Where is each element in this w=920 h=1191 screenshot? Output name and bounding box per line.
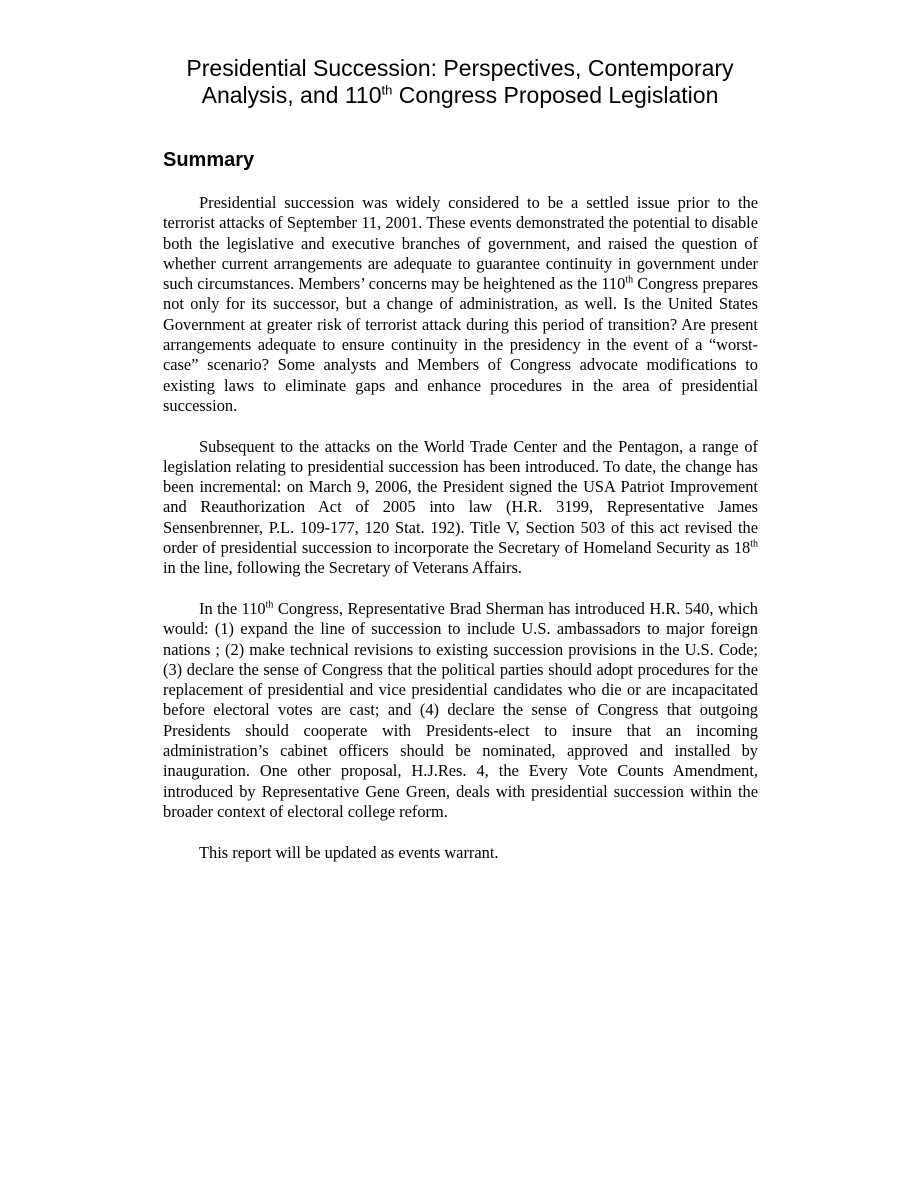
report-title (130, 55, 790, 109)
summary-body (163, 193, 758, 883)
paragraph-2 (163, 437, 758, 579)
ordinal-suffix: th (625, 274, 634, 286)
paragraph-3 (163, 599, 758, 822)
report-title-line2 (202, 82, 719, 108)
ordinal-suffix: th (750, 538, 758, 550)
paragraph-1-text-b: Congress prepares not only for its successor, but a change of administration, as well. Is the United States Government at greater risk of terrorist attack during this period of transition? Are present arrangements adequate to ensure continuity in the presidency in the event of a “worst-case” scenario? Some analysts and Members of Congress advocate modifications to existing laws to eliminate gaps and enhance procedures in the area of presidential succession. (163, 274, 758, 415)
report-title-line2-start: Analysis, and 110 (201, 82, 382, 108)
ordinal-suffix: th (265, 599, 274, 611)
report-title-line1: Presidential Succession: Perspectives, Contemporary (186, 55, 734, 81)
paragraph-3-text-a: In the 110 (199, 598, 266, 618)
section-heading-summary: Summary (163, 149, 255, 171)
ordinal-suffix: th (381, 82, 393, 98)
report-title-line2-end: Congress Proposed Legislation (392, 82, 719, 108)
paragraph-3-text-b: Congress, Representative Brad Sherman has introduced H.R. 540, which would: (1) expand the line of succession to include U.S. ambassadors to major foreign nations ; (2) make technical revisions to existing succession provisions in the U.S. Code; (3) declare the sense of Congress that the political parties should adopt procedures for the replacement of presidential and vice presidential candidates who die or are incapacitated before electoral votes are cast; and (4) declare the sense of Congress that outgoing Presidents should cooperate with Presidents-elect to insure that an incoming administration’s cabinet officers should be nominated, approved and installed by inauguration. One other proposal, H.J.Res. 4, the Every Vote Counts Amendment, introduced by Representative Gene Green, deals with presidential succession within the broader context of electoral college reform. (163, 598, 758, 821)
paragraph-1-text-a: Presidential succession was widely considered to be a settled issue prior to the terrorist attacks of September 11, 2001. These events demonstrated the potential to disable both the legislative and executive branches of government, and raised the question of whether current arrangements are adequate to guarantee continuity in government under such circumstances. Members’ concerns may be heightened as the 110 (163, 193, 758, 294)
paragraph-2-text-b: in the line, following the Secretary of Veterans Affairs. (163, 558, 522, 578)
paragraph-4: This report will be updated as events warrant. (199, 842, 499, 862)
paragraph-2-text-a: Subsequent to the attacks on the World Trade Center and the Pentagon, a range of legislation relating to presidential succession has been introduced. To date, the change has been incremental: on March 9, 2006, the President signed the USA Patriot Improvement and Reauthorization Act of 2005 into law (H.R. 3199, Representative James Sensenbrenner, P.L. 109-177, 120 Stat. 192). Title V, Section 503 of this act revised the order of presidential succession to incorporate the Secretary of Homeland Security as 18 (163, 436, 758, 558)
paragraph-1 (163, 193, 758, 416)
